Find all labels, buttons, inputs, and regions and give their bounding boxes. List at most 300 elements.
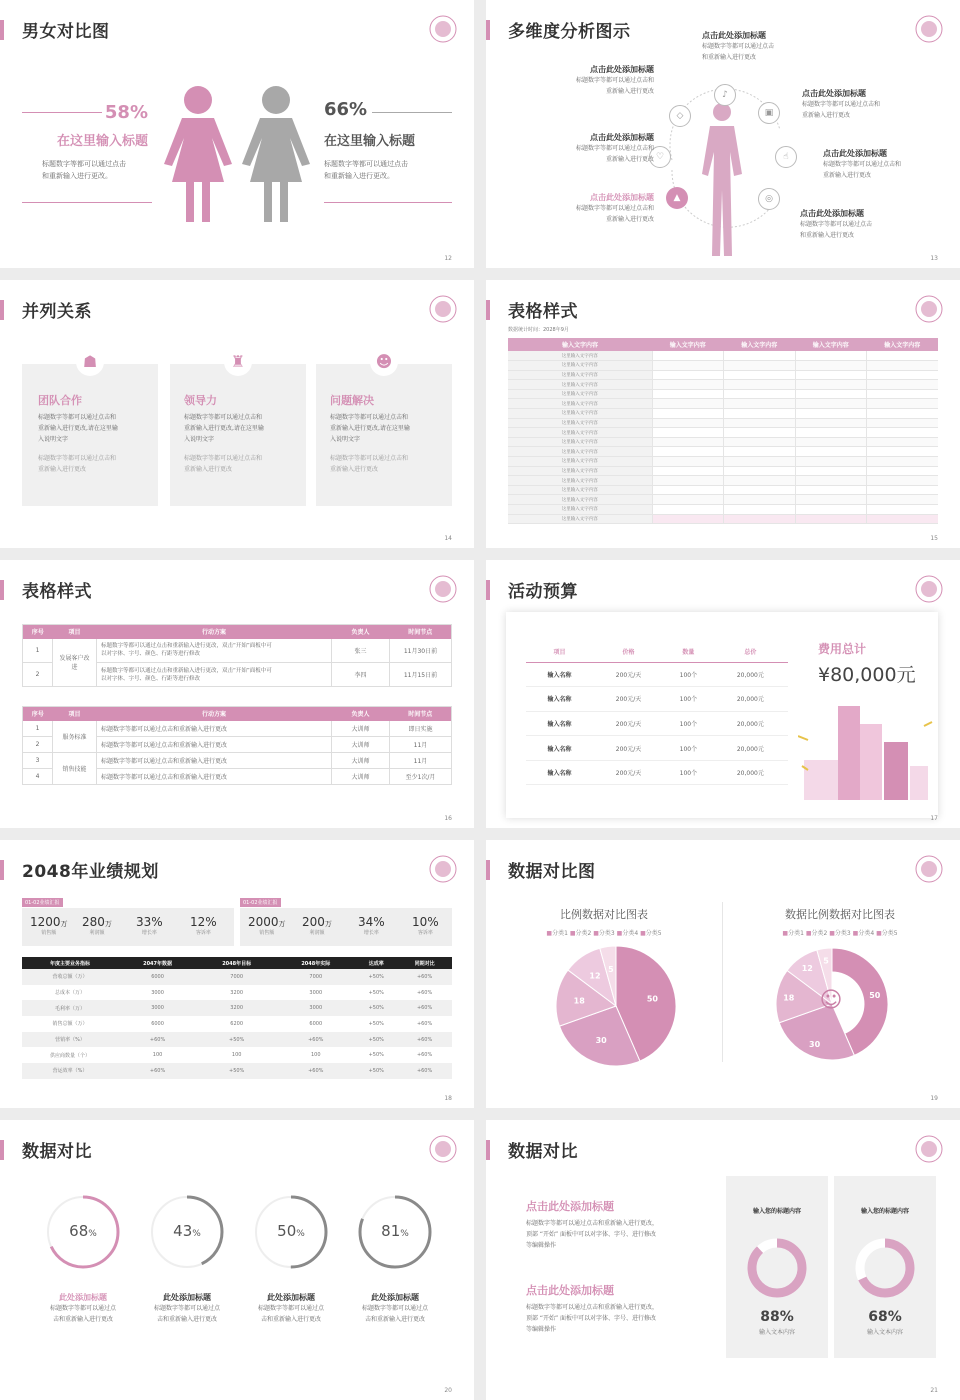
page-number: 14 [444, 535, 452, 542]
cell: +50% [368, 1005, 384, 1012]
title-bar [0, 20, 4, 40]
col-header: 序号 [31, 711, 44, 719]
cell: 2 [23, 663, 53, 687]
cell [652, 399, 724, 409]
col-header: 2048年目标 [222, 960, 252, 967]
cell: 销售技能 [53, 753, 97, 785]
row-label: 这里输入文字内容 [508, 476, 652, 486]
cell: 3000 [151, 989, 164, 996]
cell: +60% [149, 1036, 166, 1043]
row-label: 这里输入文字内容 [508, 485, 652, 495]
col-header: 输入文字内容 [669, 342, 706, 349]
circle-globe-icon: ◎ [758, 188, 780, 210]
cell: 输入名称 [547, 696, 572, 704]
pie-label: 50 [869, 991, 881, 1001]
page-number: 21 [930, 1387, 938, 1394]
cell [867, 409, 939, 419]
col-header: 负责人 [351, 711, 370, 719]
slide-title: 数据对比图 [508, 862, 596, 882]
title-bar [0, 860, 4, 880]
title-bar [0, 1140, 4, 1160]
cell: 1 [23, 721, 53, 737]
cell: 标题数字等都可以通过点击和重新输入进行更改，双击“开始”面板中可 以对字体、字号、颜色、行距等进行修改 [97, 663, 332, 687]
item-left-1: 点击此处添加标题 标题数字等都可以通过点击和 重新输入进行更改 [575, 65, 654, 95]
cell: 20,000元 [736, 671, 764, 679]
cell: +50% [368, 1052, 384, 1059]
cell [652, 418, 724, 428]
pie-label: 12 [589, 971, 601, 981]
stat-card-1: 输入您的标题内容 88% 输入文本内容 [726, 1176, 828, 1358]
pie-label: 5 [608, 965, 614, 975]
kpi-tag: 01-02业绩汇报 [240, 898, 281, 907]
cell: +60% [416, 1067, 433, 1074]
cell: 20,000元 [736, 745, 764, 753]
cell: 6000 [309, 1020, 323, 1027]
text-block-1: 点击此处添加标题 标题数字等都可以通过点击和重新输入进行更改， 顶部 “开始” 面板中可以对字体、字号、进行修改 等编辑操作 [526, 1200, 659, 1249]
col-header: 年度主要业务指标 [49, 960, 90, 967]
cell [724, 457, 796, 467]
action-table-2 [22, 706, 452, 785]
chart-2-title: 数据比例数据对比图表 [785, 908, 895, 921]
pie-label: 30 [809, 1040, 821, 1050]
cell [724, 476, 796, 486]
cell [724, 466, 796, 476]
slide-13 [486, 0, 960, 268]
col-header: 时间节点 [408, 629, 433, 637]
cell [795, 505, 867, 515]
page-number: 12 [444, 255, 452, 262]
cell [652, 361, 724, 371]
cell [867, 485, 939, 495]
row-label: 这里输入文字内容 [508, 399, 652, 409]
total-value: ¥80,000元 [818, 664, 916, 686]
page-number: 17 [930, 815, 938, 822]
kpi-item: 12% 客诉率 [190, 915, 217, 936]
row-label: 这里输入文字内容 [508, 418, 652, 428]
cell: 营销率（%） [55, 1037, 85, 1044]
cell: 输入名称 [547, 745, 572, 753]
cell: +50% [368, 973, 384, 980]
logo-icon [428, 1134, 458, 1164]
cell: 大训师 [332, 753, 390, 769]
card-team: 团队合作 标题数字等都可以通过点击和 重新输入进行更改,请在这里输 入说明文字 标题数字等都可以通过点击和 重新输入进行更改 [22, 364, 158, 506]
row-label: 这里输入文字内容 [508, 514, 652, 524]
col-header: 时间节点 [408, 711, 433, 719]
chart-1-title: 比例数据对比图表 [560, 908, 648, 921]
cell [724, 428, 796, 438]
cell: +60% [416, 989, 433, 996]
logo-icon [914, 854, 944, 884]
data-date: 数据统计时间：2028年9月 [508, 327, 569, 333]
kpi-item: 2000万 销售额 [248, 915, 286, 936]
cell [867, 514, 939, 524]
performance-table [22, 957, 452, 1079]
cell: 输入名称 [547, 720, 572, 728]
cell: +50% [229, 1067, 245, 1074]
title-bar [0, 580, 4, 600]
slide-title: 并列关系 [22, 302, 92, 322]
kpi-item: 1200万 销售额 [30, 915, 68, 936]
cell [724, 399, 796, 409]
cell [652, 505, 724, 515]
pie-label: 12 [801, 963, 813, 973]
cell [652, 409, 724, 419]
cell [652, 485, 724, 495]
title-bar [486, 1140, 490, 1160]
cell [724, 485, 796, 495]
title-bar [486, 20, 490, 40]
pie-label: 18 [573, 996, 585, 1006]
cell: +60% [149, 1067, 166, 1074]
col-header: 价格 [622, 649, 635, 657]
kpi-item: 200万 利润额 [302, 915, 332, 936]
cell [652, 476, 724, 486]
cell: 输入名称 [547, 671, 572, 679]
kpi-item: 34% 增长率 [358, 915, 385, 936]
cell [795, 466, 867, 476]
right-heading: 在这里输入标题 [324, 134, 416, 149]
row-label: 这里输入文字内容 [508, 457, 652, 467]
cell: +50% [229, 1036, 245, 1043]
circle-lock-icon: ▣ [758, 102, 780, 124]
cell: 11月15日前 [403, 672, 438, 679]
cell: 100 [152, 1052, 163, 1059]
cell [867, 418, 939, 428]
cell: 3200 [230, 989, 244, 996]
cell: 20,000元 [736, 770, 764, 778]
row-label: 这里输入文字内容 [508, 389, 652, 399]
presenter-icon: ☺ [819, 988, 843, 1013]
circle-heart-icon: ♡ [649, 146, 671, 168]
cell [724, 447, 796, 457]
row-label: 这里输入文字内容 [508, 437, 652, 447]
cell [724, 351, 796, 361]
logo-icon [914, 1134, 944, 1164]
cell: 11月 [413, 758, 428, 765]
data-table [508, 338, 938, 524]
logo-icon [914, 294, 944, 324]
logo-icon [914, 14, 944, 44]
card-leadership: 领导力 标题数字等都可以通过点击和 重新输入进行更改,请在这里输 入说明文字 标题数字等都可以通过点击和 重新输入进行更改 [170, 364, 306, 506]
pie-chart [554, 944, 678, 1068]
cell [795, 418, 867, 428]
kpi-item: 10% 客诉率 [412, 915, 439, 936]
chart-1-legend: ■分类1 ■分类2 ■分类3 ■分类4 ■分类5 [546, 930, 662, 937]
cell [795, 457, 867, 467]
right-body: 标题数字等都可以通过点击 和重新输入进行更改。 [324, 160, 408, 180]
logo-icon [428, 854, 458, 884]
cell [724, 514, 796, 524]
slide-17 [486, 560, 960, 828]
cell [652, 457, 724, 467]
cell: 11月30日前 [403, 647, 438, 655]
cell [867, 437, 939, 447]
cell: 7000 [309, 973, 323, 980]
cell: +50% [368, 1036, 384, 1043]
col-header: 行动方案 [201, 629, 226, 637]
cell: 100个 [679, 671, 698, 679]
cell: 标题数字等都可以通过点击和重新输入进行更改 [97, 753, 332, 769]
page-number: 20 [444, 1387, 452, 1394]
col-header: 项目 [68, 711, 81, 719]
city-buildings-illustration [798, 696, 934, 802]
pie-label: 50 [646, 994, 658, 1004]
slide-18 [0, 840, 474, 1108]
logo-icon [428, 294, 458, 324]
col-header: 项目 [553, 649, 566, 657]
cell: 100个 [679, 770, 698, 778]
cell: 3000 [309, 1005, 323, 1012]
ring-stat: 68% 此处添加标题 标题数字等都可以通过点 击和重新输入进行更改 [29, 1192, 137, 1325]
cell: 11月 [413, 742, 428, 749]
cell [867, 505, 939, 515]
cell: 大训师 [332, 737, 390, 753]
ring-stat: 43% 此处添加标题 标题数字等都可以通过点 击和重新输入进行更改 [133, 1192, 241, 1325]
col-header: 输入文字内容 [561, 342, 598, 349]
text-block-2: 点击此处添加标题 标题数字等都可以通过点击和重新输入进行更改， 顶部 “开始” 面板中可以对字体、字号、进行修改 等编辑操作 [526, 1284, 659, 1333]
cell: 标题数字等都可以通过点击和重新输入进行更改，双击“开始”面板中可 以对字体、字号、颜色、行距等进行修改 [97, 639, 332, 663]
slide-title: 数据对比 [22, 1142, 92, 1162]
row-label: 这里输入文字内容 [508, 495, 652, 505]
cell: 1 [23, 639, 53, 663]
cell [724, 380, 796, 390]
cell: 3200 [230, 1005, 244, 1012]
cell [867, 476, 939, 486]
slide-21 [486, 1120, 960, 1400]
cell: 100个 [679, 745, 698, 753]
slide-title: 活动预算 [508, 582, 578, 602]
kpi-item: 280万 利润额 [82, 915, 112, 936]
item-right-1: 点击此处添加标题 标题数字等都可以通过点击和 重新输入进行更改 [802, 89, 881, 119]
cell: +60% [416, 1036, 433, 1043]
cell [795, 514, 867, 524]
cell: 3000 [151, 1005, 164, 1012]
cell [867, 370, 939, 380]
item-right-2: 点击此处添加标题 标题数字等都可以通过点击和 重新输入进行更改 [823, 149, 902, 179]
cell [652, 437, 724, 447]
cell: 200元/天 [615, 720, 642, 728]
col-header: 行动方案 [201, 711, 226, 719]
row-label: 这里输入文字内容 [508, 370, 652, 380]
card-problem-solving: 问题解决 标题数字等都可以通过点击和 重新输入进行更改,请在这里输 入说明文字 标题数字等都可以通过点击和 重新输入进行更改 [316, 364, 452, 506]
kpi-tag: 01-02业绩汇报 [22, 898, 63, 907]
col-header: 总价 [744, 649, 757, 657]
action-table-1 [22, 624, 452, 687]
cell: 营运效率（%） [52, 1068, 88, 1075]
cell: +50% [368, 1067, 384, 1074]
logo-icon [428, 14, 458, 44]
cell [652, 495, 724, 505]
row-label: 这里输入文字内容 [508, 351, 652, 361]
cell: 标题数字等都可以通过点击和重新输入进行更改 [97, 721, 332, 737]
cell [652, 351, 724, 361]
team-icon: ☗ [76, 348, 104, 376]
cell: 张三 [332, 639, 390, 663]
page-number: 19 [930, 1095, 938, 1102]
col-header: 输入文字内容 [812, 342, 849, 349]
cell [867, 466, 939, 476]
cell: 即日实施 [408, 725, 433, 733]
cell: 4 [23, 769, 53, 785]
cell: 7000 [230, 973, 244, 980]
kpi-item: 33% 增长率 [136, 915, 163, 936]
circle-diamond-icon: ◇ [669, 105, 691, 127]
total-label: 费用总计 [818, 642, 867, 656]
cell [795, 370, 867, 380]
divider [324, 202, 452, 203]
cell [724, 361, 796, 371]
cell: 200元/天 [615, 770, 642, 778]
cell: 100 [311, 1052, 321, 1059]
ring-stat: 50% 此处添加标题 标题数字等都可以通过点 击和重新输入进行更改 [237, 1192, 345, 1325]
female-icon [162, 84, 234, 224]
col-header: 输入文字内容 [741, 342, 778, 349]
cell: +60% [416, 973, 433, 980]
cell: 20,000元 [736, 696, 764, 704]
cell: 输入名称 [547, 770, 572, 778]
question-icon: ☻ [370, 348, 398, 376]
cell [795, 409, 867, 419]
cell [795, 361, 867, 371]
divider [22, 202, 152, 203]
cell [724, 409, 796, 419]
cell [724, 437, 796, 447]
slide-title: 男女对比图 [22, 22, 110, 42]
cell: 6200 [230, 1020, 244, 1027]
row-label: 这里输入文字内容 [508, 380, 652, 390]
cell: 标题数字等都可以通过点击和重新输入进行更改 [97, 769, 332, 785]
cell: 6000 [151, 1020, 164, 1027]
female-icon-gray [240, 84, 312, 224]
title-bar [486, 580, 490, 600]
cell [867, 361, 939, 371]
cell: 服务标准 [53, 721, 97, 753]
title-bar [486, 860, 490, 880]
progress-ring [744, 1235, 810, 1301]
col-header: 输入文字内容 [884, 342, 921, 349]
page-number: 18 [444, 1095, 452, 1102]
cell: 营收总额（万） [52, 974, 88, 981]
cell: 发展客户改进 [53, 639, 97, 687]
slide-19 [486, 840, 960, 1108]
cell [724, 505, 796, 515]
row-label: 这里输入文字内容 [508, 409, 652, 419]
col-header: 项目 [68, 629, 81, 637]
cell: 总成本（万） [54, 990, 85, 997]
row-label: 这里输入文字内容 [508, 505, 652, 515]
page-number: 16 [444, 815, 452, 822]
circle-cap-icon: ▲ [666, 187, 688, 209]
chart-divider [722, 902, 723, 1062]
row-label: 这里输入文字内容 [508, 447, 652, 457]
cell: +60% [308, 1067, 324, 1074]
cell: 100个 [679, 720, 698, 728]
cell [867, 447, 939, 457]
left-heading: 在这里输入标题 [56, 134, 148, 149]
cell: 200元/天 [615, 671, 642, 679]
cell [652, 380, 724, 390]
cell [867, 399, 939, 409]
logo-icon [914, 574, 944, 604]
cell [652, 466, 724, 476]
circle-bell-icon: ♪ [714, 84, 736, 106]
slide-title: 表格样式 [508, 302, 578, 322]
item-left-3: 点击此处添加标题 标题数字等都可以通过点击和 重新输入进行更改 [575, 193, 654, 223]
chart-2-legend: ■分类1 ■分类2 ■分类3 ■分类4 ■分类5 [782, 930, 898, 937]
cell: 大训师 [332, 769, 390, 785]
cell: 供应商数量（个） [49, 1052, 90, 1059]
pie-label: 5 [823, 956, 829, 966]
row-label: 这里输入文字内容 [508, 361, 652, 371]
cell: +60% [416, 1052, 433, 1059]
col-header: 序号 [31, 629, 44, 637]
title-bar [0, 300, 4, 320]
item-top-right: 点击此处添加标题 标题数字等都可以通过点击 和重新输入进行更改 [702, 31, 775, 61]
circle-thumb-icon: ☝ [775, 146, 797, 168]
slide-14 [0, 280, 474, 548]
ring-stat: 81% 此处添加标题 标题数字等都可以通过点 击和重新输入进行更改 [341, 1192, 449, 1325]
page-number: 15 [930, 535, 938, 542]
left-body: 标题数字等都可以通过点击 和重新输入进行更改。 [42, 160, 126, 180]
cell [795, 399, 867, 409]
cell: 大训师 [332, 721, 390, 737]
cell [795, 380, 867, 390]
cell [867, 380, 939, 390]
left-percent: 58% [104, 102, 148, 123]
cell: 100 [231, 1052, 242, 1059]
col-header: 2047年数据 [143, 960, 173, 967]
pie-label: 18 [783, 993, 795, 1003]
cell: 2 [23, 737, 53, 753]
cell [867, 457, 939, 467]
cell [724, 389, 796, 399]
divider [372, 112, 452, 113]
cell [724, 418, 796, 428]
col-header: 2048年实际 [301, 960, 331, 967]
cell: 至少1次/月 [405, 774, 436, 781]
cell [795, 485, 867, 495]
cell: 销售总额（万） [52, 1021, 88, 1028]
cell [795, 495, 867, 505]
col-header: 负责人 [351, 629, 370, 637]
cell [652, 514, 724, 524]
cell [795, 351, 867, 361]
col-header: 数量 [682, 649, 695, 657]
cell [652, 389, 724, 399]
slide-20 [0, 1120, 474, 1400]
cell [795, 447, 867, 457]
cell: 100个 [679, 696, 698, 704]
cell [652, 447, 724, 457]
slide-title: 数据对比 [508, 1142, 578, 1162]
cell [652, 428, 724, 438]
cell: +60% [416, 1020, 433, 1027]
budget-table [526, 642, 788, 785]
title-bar [486, 300, 490, 320]
cell [867, 495, 939, 505]
slide-16 [0, 560, 474, 828]
cell [795, 476, 867, 486]
cell [867, 351, 939, 361]
cell [795, 428, 867, 438]
slide-title: 表格样式 [22, 582, 92, 602]
cell: +60% [416, 1005, 433, 1012]
item-left-2: 点击此处添加标题 标题数字等都可以通过点击和 重新输入进行更改 [575, 133, 654, 163]
row-label: 这里输入文字内容 [508, 428, 652, 438]
col-header: 同期对比 [414, 960, 435, 967]
cell: 3 [23, 753, 53, 769]
cell: +50% [368, 1020, 384, 1027]
